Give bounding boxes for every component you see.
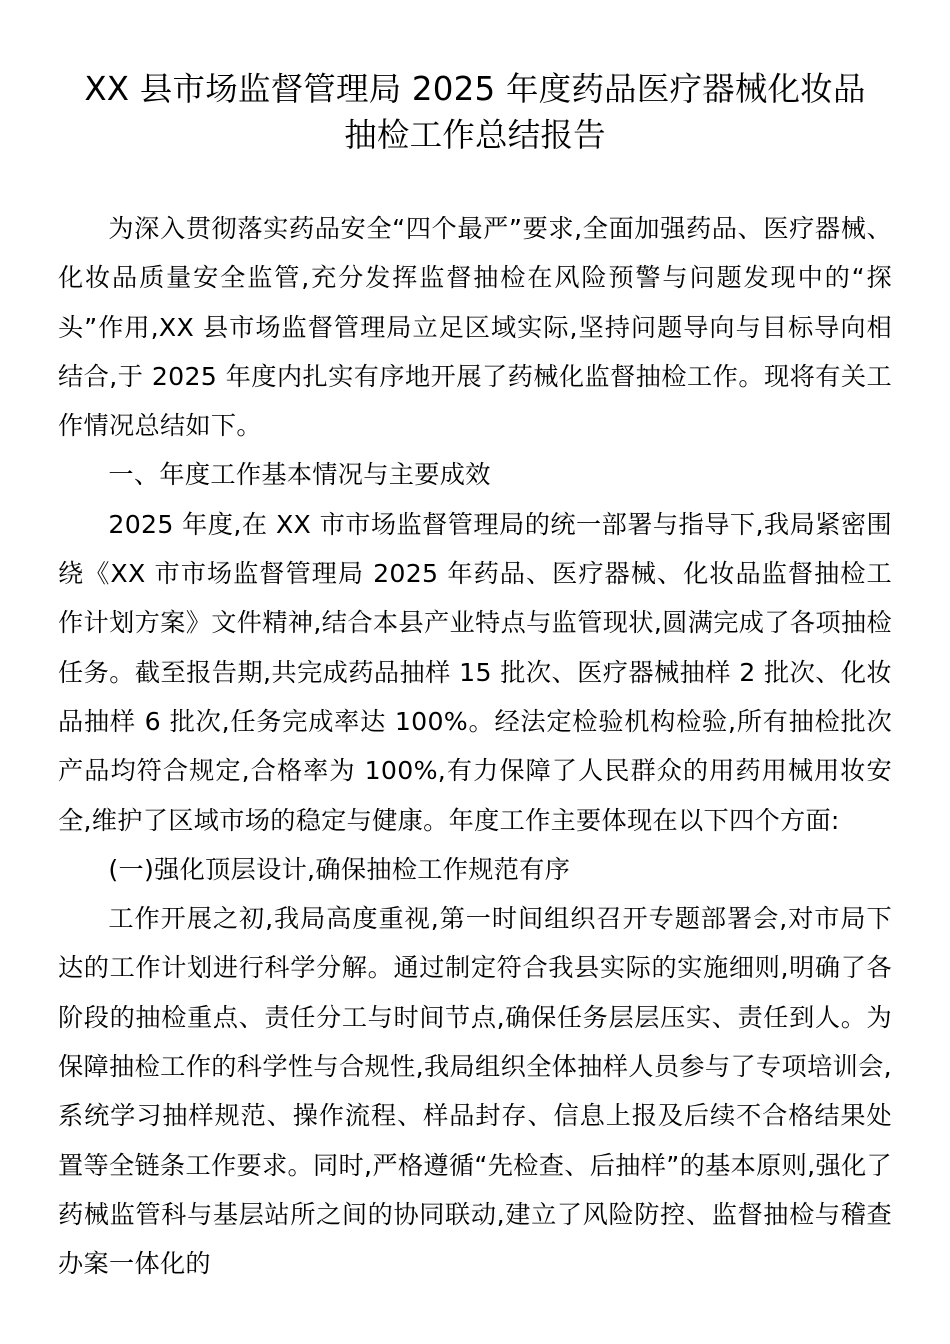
section-heading-1: 一、年度工作基本情况与主要成效	[108, 460, 491, 490]
title-line-2: 抽检工作总结报告	[344, 116, 606, 154]
subsection-heading-1: (一)强化顶层设计,确保抽检工作规范有序	[108, 854, 571, 884]
subsection-1-paragraph: 工作开展之初,我局高度重视,第一时间组织召开专题部署会,对市局下达的工作计划进行科学分解。通过制定符合我县实际的实施细则,明确了各阶段的抽检重点、责任分工与时间节点,确保任务层层压实、责任到人。为保障抽检工作的科学性与合规性,我局组织全体抽样人员参与了专项培训会,系统学习抽样规范、操作流程、样品封存、信息上报及后续不合格结果处置等全链条工作要求。同时,严格遵循“先检查、后抽样”的基本原则,强化了药械监管科与基层站所之间的协同联动,建立了风险防控、监督抽检与稽查办案一体化的	[58, 904, 892, 1279]
document-title	[58, 66, 892, 158]
document-body	[58, 204, 892, 1289]
document-page	[58, 66, 892, 1289]
title-line-1: XX 县市场监督管理局 2025 年度药品医疗器械化妆品	[84, 70, 866, 108]
intro-paragraph: 为深入贯彻落实药品安全“四个最严”要求,全面加强药品、医疗器械、化妆品质量安全监管,充分发挥监督抽检在风险预警与问题发现中的“探头”作用,XX 县市场监督管理局立足区域实际,坚持问题导向与目标导向相结合,于 2025 年度内扎实有序地开展了药械化监督抽检工作。现将有关工作情况总结如下。	[58, 214, 892, 441]
section-1-paragraph: 2025 年度,在 XX 市市场监督管理局的统一部署与指导下,我局紧密围绕《XX 市市场监督管理局 2025 年药品、医疗器械、化妆品监督抽检工作计划方案》文件精神,结合本县产业特点与监管现状,圆满完成了各项抽检任务。截至报告期,共完成药品抽样 15 批次、医疗器械抽样 2 批次、化妆品抽样 6 批次,任务完成率达 100%。经法定检验机构检验,所有抽检批次产品均符合规定,合格率为 100%,有力保障了人民群众的用药用械用妆安全,维护了区域市场的稳定与健康。年度工作主要体现在以下四个方面:	[58, 509, 892, 835]
